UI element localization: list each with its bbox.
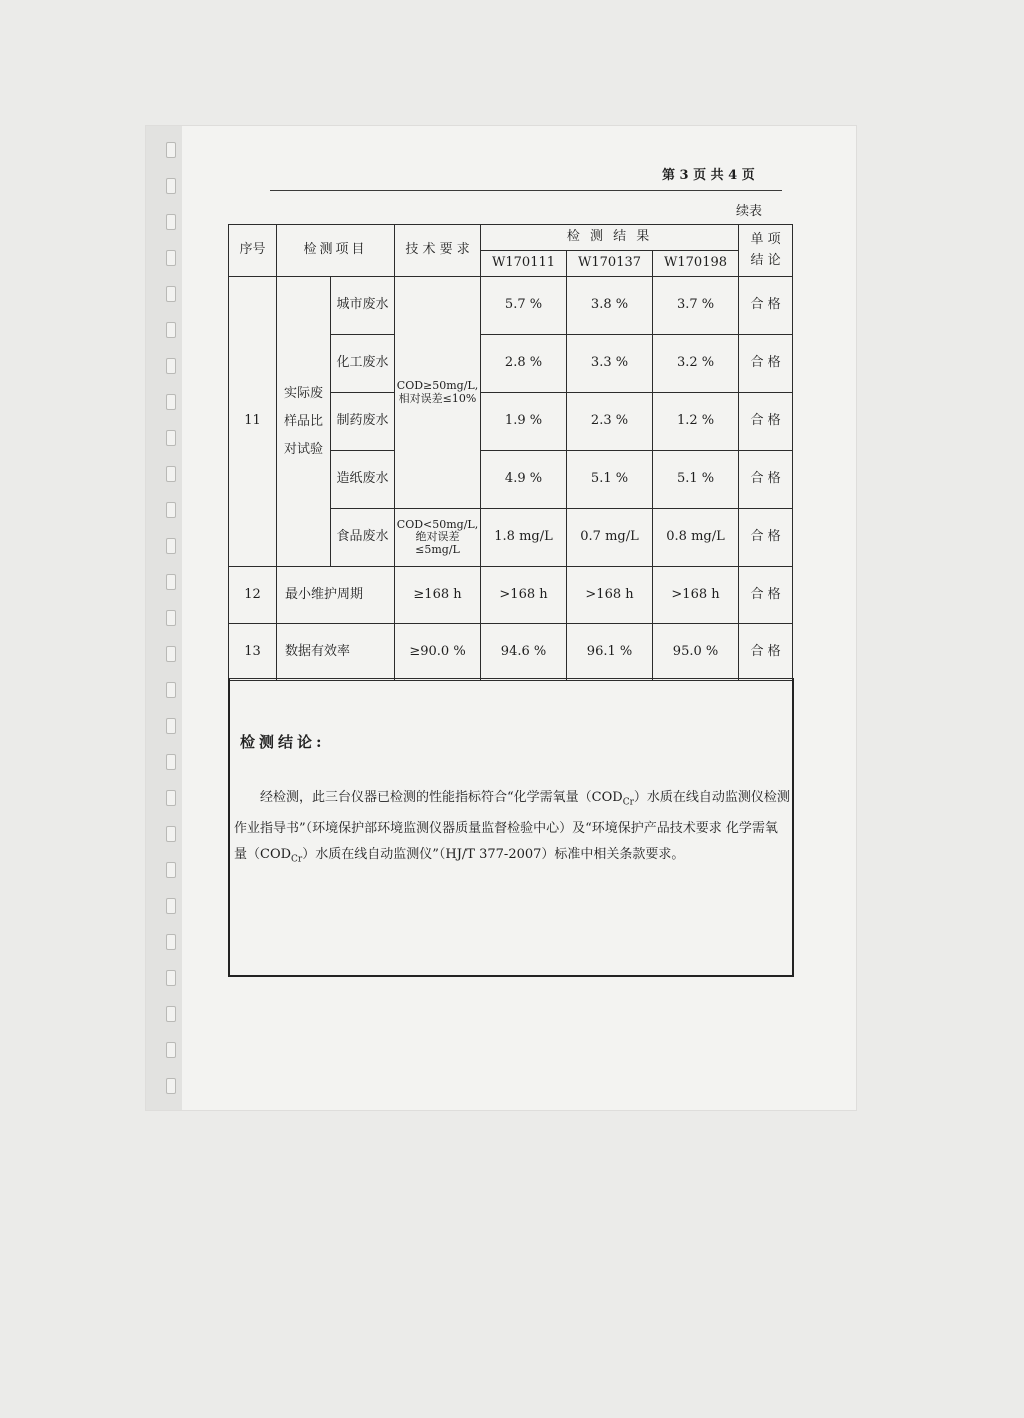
binding-hole (166, 502, 176, 518)
subscript-cr: Cr (291, 854, 303, 865)
requirement-line: COD≥50mg/L, (396, 378, 479, 392)
binding-hole (166, 358, 176, 374)
verdict: 合 格 (739, 393, 793, 451)
binding-hole (166, 1078, 176, 1094)
header-results: 检 测 结 果 (481, 225, 739, 251)
result-value: 3.2 % (653, 335, 739, 393)
continued-label: 续表 (736, 204, 763, 219)
table-row (229, 624, 793, 681)
verdict: 合 格 (739, 451, 793, 509)
sample-name: 化工废水 (331, 335, 395, 393)
table-row (229, 567, 793, 624)
binding-hole (166, 394, 176, 410)
result-value: 3.3 % (567, 335, 653, 393)
result-value: 5.1 % (653, 451, 739, 509)
conclusion-text (234, 785, 790, 872)
results-table (228, 224, 793, 681)
binding-hole (166, 682, 176, 698)
header-conclusion-line1: 单 项 (750, 231, 781, 247)
result-value: 3.7 % (653, 277, 739, 335)
subscript-cr: Cr (622, 797, 634, 808)
row12-item: 最小维护周期 (277, 567, 395, 624)
header-seq: 序号 (229, 225, 277, 277)
conclusion-title: 检测结论: (240, 733, 326, 751)
table-row (229, 277, 793, 335)
result-value: 94.6 % (481, 624, 567, 681)
binding-hole (166, 322, 176, 338)
result-value: 0.7 mg/L (567, 509, 653, 567)
header-requirement: 技 术 要 求 (395, 225, 481, 277)
binding-hole (166, 1006, 176, 1022)
binding-hole (166, 646, 176, 662)
binding-hole (166, 790, 176, 806)
row11-name (277, 277, 331, 567)
result-value: 4.9 % (481, 451, 567, 509)
row11-name-line: 对试验 (283, 441, 323, 457)
binding-hole (166, 574, 176, 590)
requirement-line: 相对误差≤10% (398, 391, 477, 405)
binding-hole (166, 718, 176, 734)
header-conclusion (739, 225, 793, 277)
binding-hole (166, 898, 176, 914)
row11-name-line: 实际废 (283, 385, 323, 401)
verdict: 合 格 (739, 509, 793, 567)
row13-seq: 13 (229, 624, 277, 681)
result-value: 5.7 % (481, 277, 567, 335)
header-device-3: W170198 (653, 251, 739, 277)
result-value: 1.8 mg/L (481, 509, 567, 567)
conclusion-box (228, 678, 794, 977)
binding-hole (166, 826, 176, 842)
conclusion-text-part: ）水质在线自动监测仪检测作业指导书”（环境保护部环境监测仪器质量监督检验中心）及“环境保护产品技术要求 化学需氧量（COD (234, 790, 790, 862)
sample-name: 制药废水 (331, 393, 395, 451)
binding-hole (166, 934, 176, 950)
row13-item: 数据有效率 (277, 624, 395, 681)
result-value: 5.1 % (567, 451, 653, 509)
requirement-line: 绝对误差≤5mg/L (415, 530, 460, 556)
row11-seq: 11 (229, 277, 277, 567)
verdict: 合 格 (739, 335, 793, 393)
binding-hole (166, 142, 176, 158)
row11-name-line: 样品比 (283, 413, 323, 429)
binding-strip (146, 126, 182, 1110)
binding-hole (166, 466, 176, 482)
binding-hole (166, 214, 176, 230)
result-value: 2.3 % (567, 393, 653, 451)
binding-hole (166, 178, 176, 194)
verdict: 合 格 (739, 277, 793, 335)
header-item: 检测项目 (277, 225, 395, 277)
result-value: >168 h (567, 567, 653, 624)
requirement-cod-high (395, 277, 481, 509)
result-value: 96.1 % (567, 624, 653, 681)
requirement-line: COD<50mg/L, (396, 517, 479, 531)
binding-hole (166, 754, 176, 770)
binding-hole (166, 250, 176, 266)
binding-hole (166, 1042, 176, 1058)
binding-hole (166, 610, 176, 626)
verdict: 合 格 (739, 567, 793, 624)
page-number: 第 3 页 共 4 页 (662, 168, 755, 183)
binding-hole (166, 430, 176, 446)
result-value: 1.9 % (481, 393, 567, 451)
verdict: 合 格 (739, 624, 793, 681)
header-rule (270, 190, 782, 191)
result-value: 3.8 % (567, 277, 653, 335)
document-sheet (146, 126, 856, 1110)
result-value: >168 h (481, 567, 567, 624)
binding-hole (166, 538, 176, 554)
conclusion-text-part: 经检测，此三台仪器已检测的性能指标符合“化学需氧量（COD (260, 790, 623, 805)
binding-hole (166, 286, 176, 302)
row13-requirement: ≥90.0 % (395, 624, 481, 681)
sample-name: 城市废水 (331, 277, 395, 335)
result-value: 2.8 % (481, 335, 567, 393)
result-value: 0.8 mg/L (653, 509, 739, 567)
requirement-cod-low (395, 509, 481, 567)
row12-seq: 12 (229, 567, 277, 624)
row12-requirement: ≥168 h (395, 567, 481, 624)
result-value: 1.2 % (653, 393, 739, 451)
sample-name: 造纸废水 (331, 451, 395, 509)
binding-hole (166, 970, 176, 986)
result-value: 95.0 % (653, 624, 739, 681)
header-device-1: W170111 (481, 251, 567, 277)
conclusion-text-part: ）水质在线自动监测仪”（HJ/T 377-2007）标准中相关条款要求。 (302, 846, 685, 862)
header-conclusion-line2: 结 论 (750, 252, 781, 268)
sample-name: 食品废水 (331, 509, 395, 567)
header-device-2: W170137 (567, 251, 653, 277)
binding-hole (166, 862, 176, 878)
result-value: >168 h (653, 567, 739, 624)
